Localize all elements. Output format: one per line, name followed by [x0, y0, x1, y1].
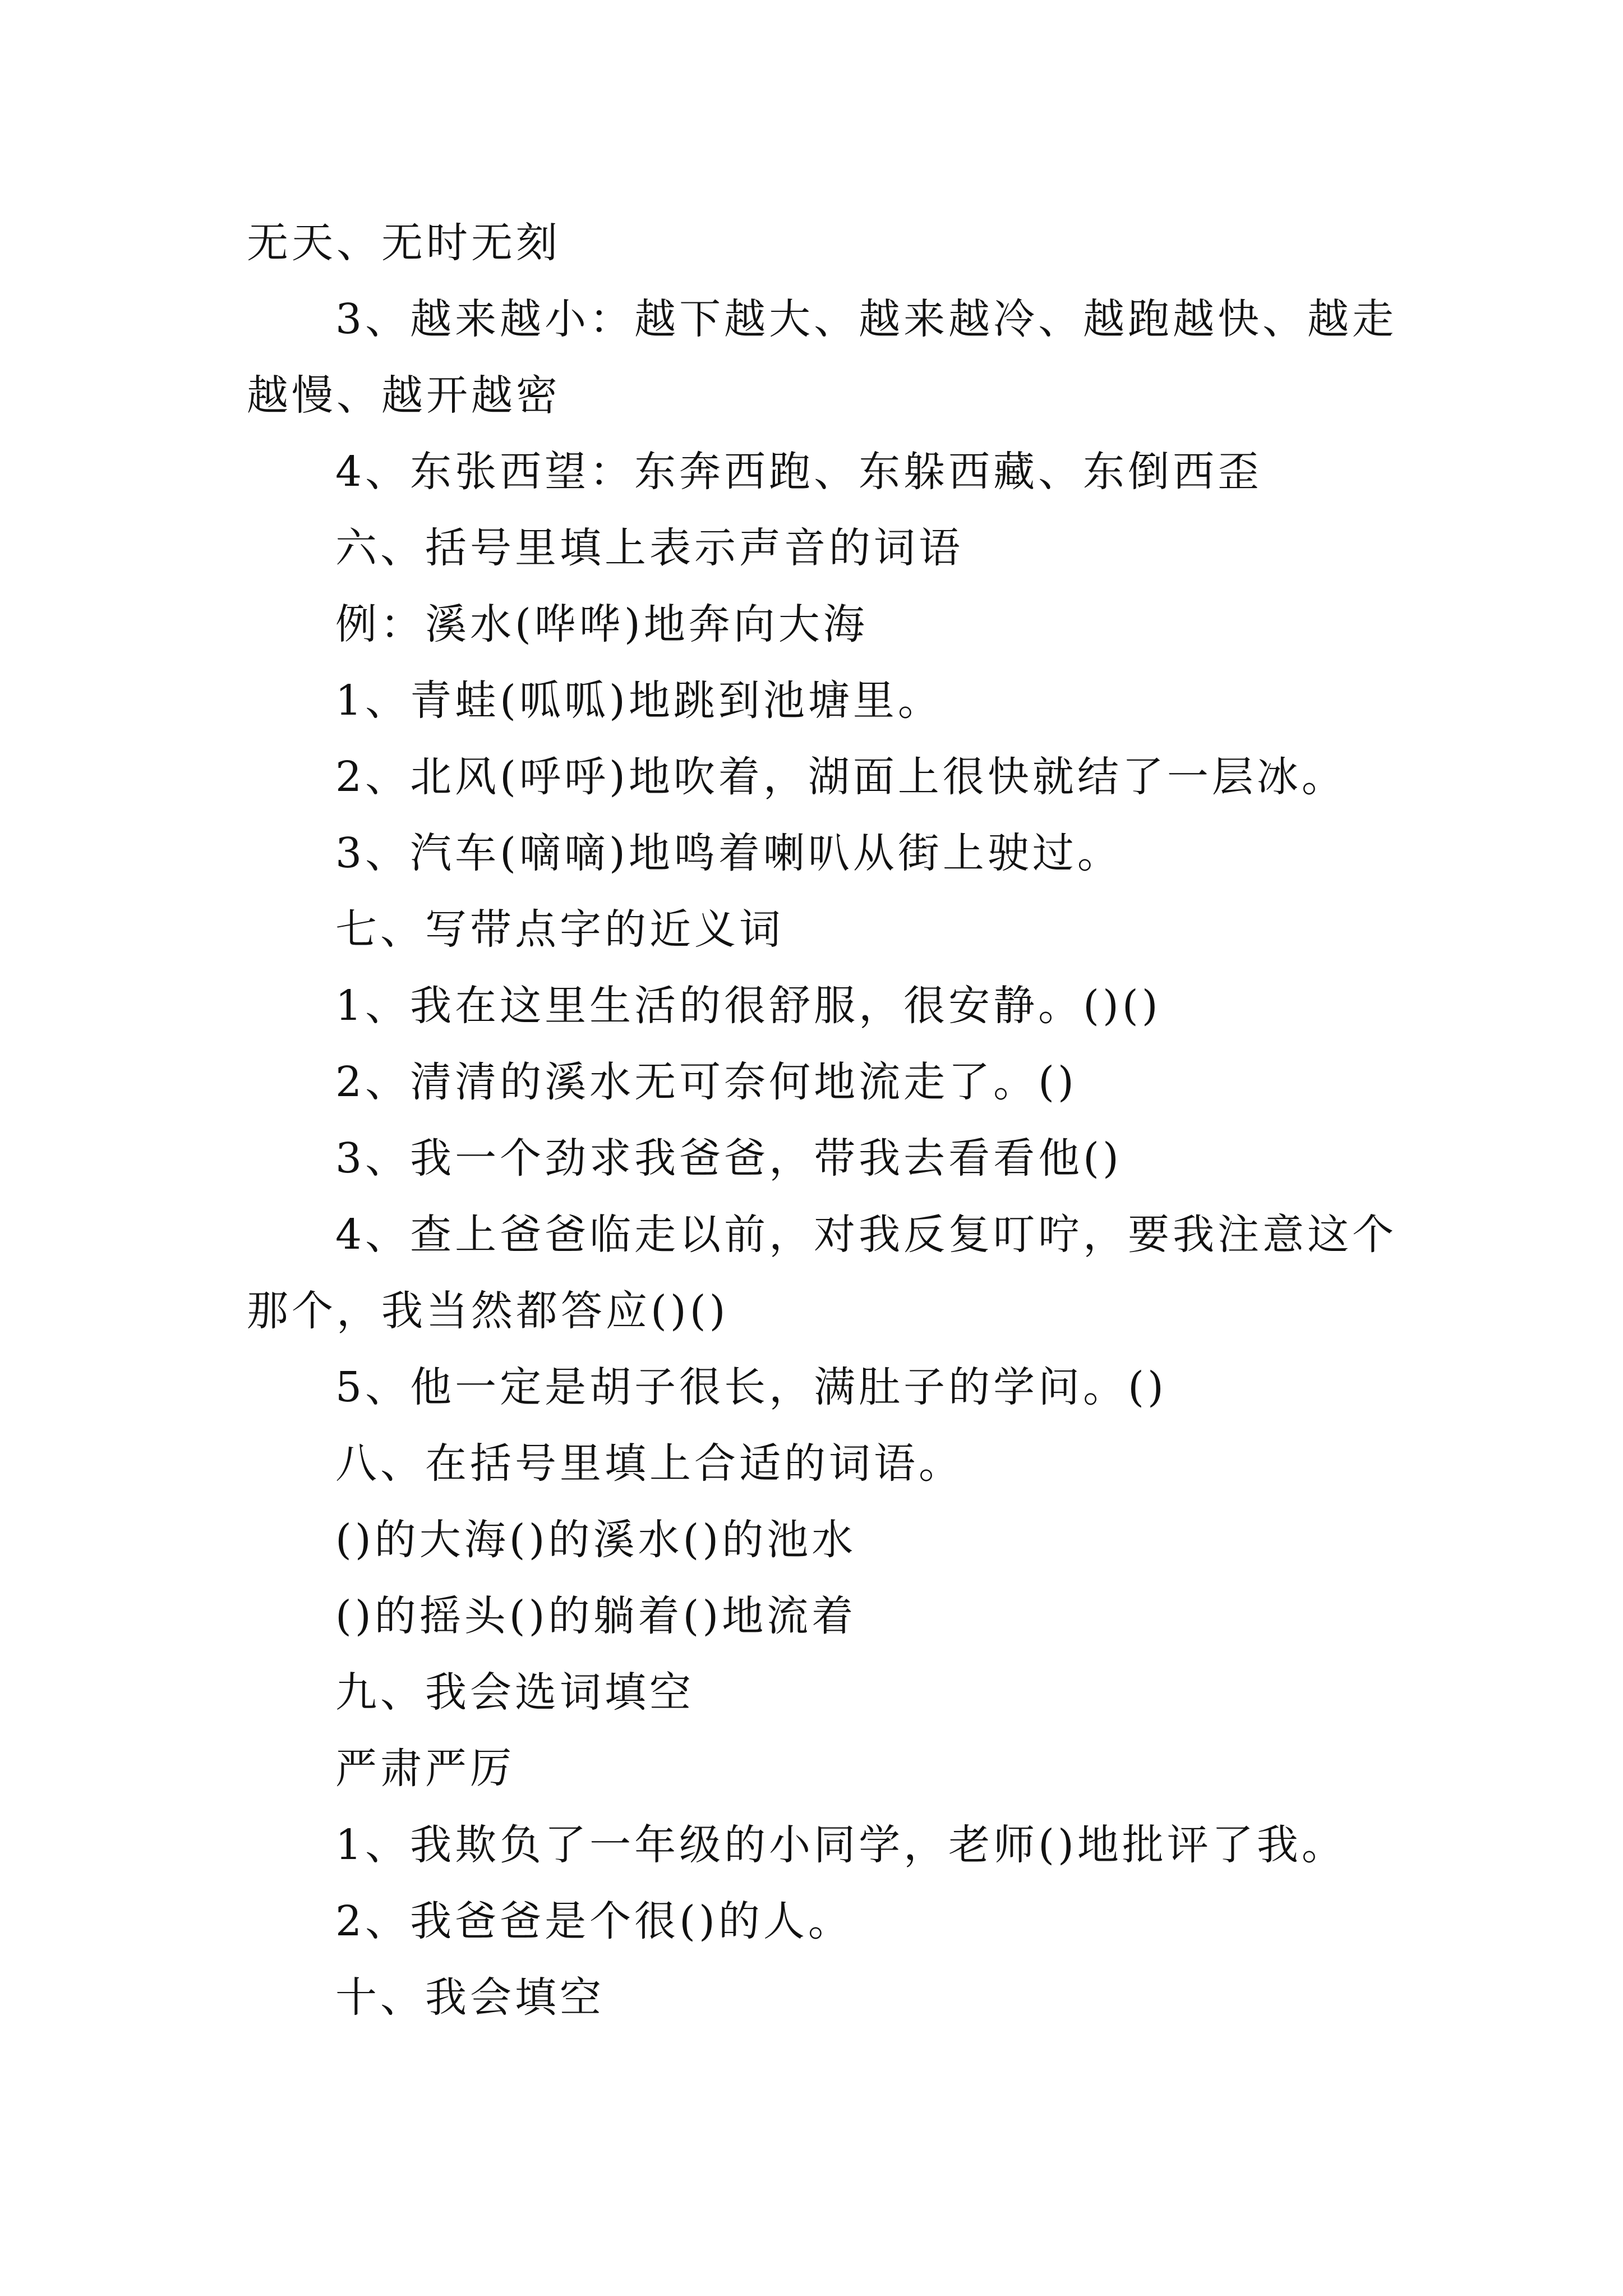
text-line: 4、东张西望：东奔西跑、东躲西藏、东倒西歪: [335, 448, 1263, 496]
section-heading: 六、括号里填上表示声音的词语: [335, 524, 963, 572]
text-line: 无天、无时无刻: [247, 219, 561, 267]
question-line: 5、他一定是胡子很长，满肚子的学问。(): [335, 1363, 1167, 1411]
question-line: 1、青蛙(呱呱)地跳到池塘里。: [335, 677, 943, 725]
text-line: 3、越来越小：越下越大、越来越冷、越跑越快、越走: [335, 295, 1398, 343]
question-line: 2、我爸爸是个很()的人。: [335, 1897, 853, 1945]
section-heading: 八、在括号里填上合适的词语。: [335, 1439, 963, 1488]
question-line: 2、清清的溪水无可奈何地流走了。(): [335, 1058, 1077, 1106]
section-heading: 九、我会选词填空: [335, 1668, 694, 1717]
question-line: 4、查上爸爸临走以前，对我反复叮咛，要我注意这个: [335, 1211, 1398, 1259]
document-body: [247, 205, 1398, 2036]
text-line: 越慢、越开越密: [247, 371, 561, 420]
example-line: 例：溪水(哗哗)地奔向大海: [335, 600, 868, 648]
question-line: ()的摇头()的躺着()地流着: [335, 1592, 857, 1640]
question-line: 1、我欺负了一年级的小同学，老师()地批评了我。: [335, 1821, 1347, 1869]
question-line: ()的大海()的溪水()的池水: [335, 1516, 857, 1564]
word-choices: 严肃严厉: [335, 1745, 515, 1793]
question-line: 2、北风(呼呼)地吹着，湖面上很快就结了一层冰。: [335, 753, 1347, 801]
question-line: 3、汽车(嘀嘀)地鸣着喇叭从街上驶过。: [335, 829, 1122, 877]
question-line-continued: 那个，我当然都答应()(): [247, 1287, 729, 1335]
section-heading: 十、我会填空: [335, 1973, 605, 2022]
question-line: 3、我一个劲求我爸爸，带我去看看他(): [335, 1134, 1122, 1182]
section-heading: 七、写带点字的近义词: [335, 905, 784, 954]
question-line: 1、我在这里生活的很舒服，很安静。()(): [335, 982, 1161, 1030]
